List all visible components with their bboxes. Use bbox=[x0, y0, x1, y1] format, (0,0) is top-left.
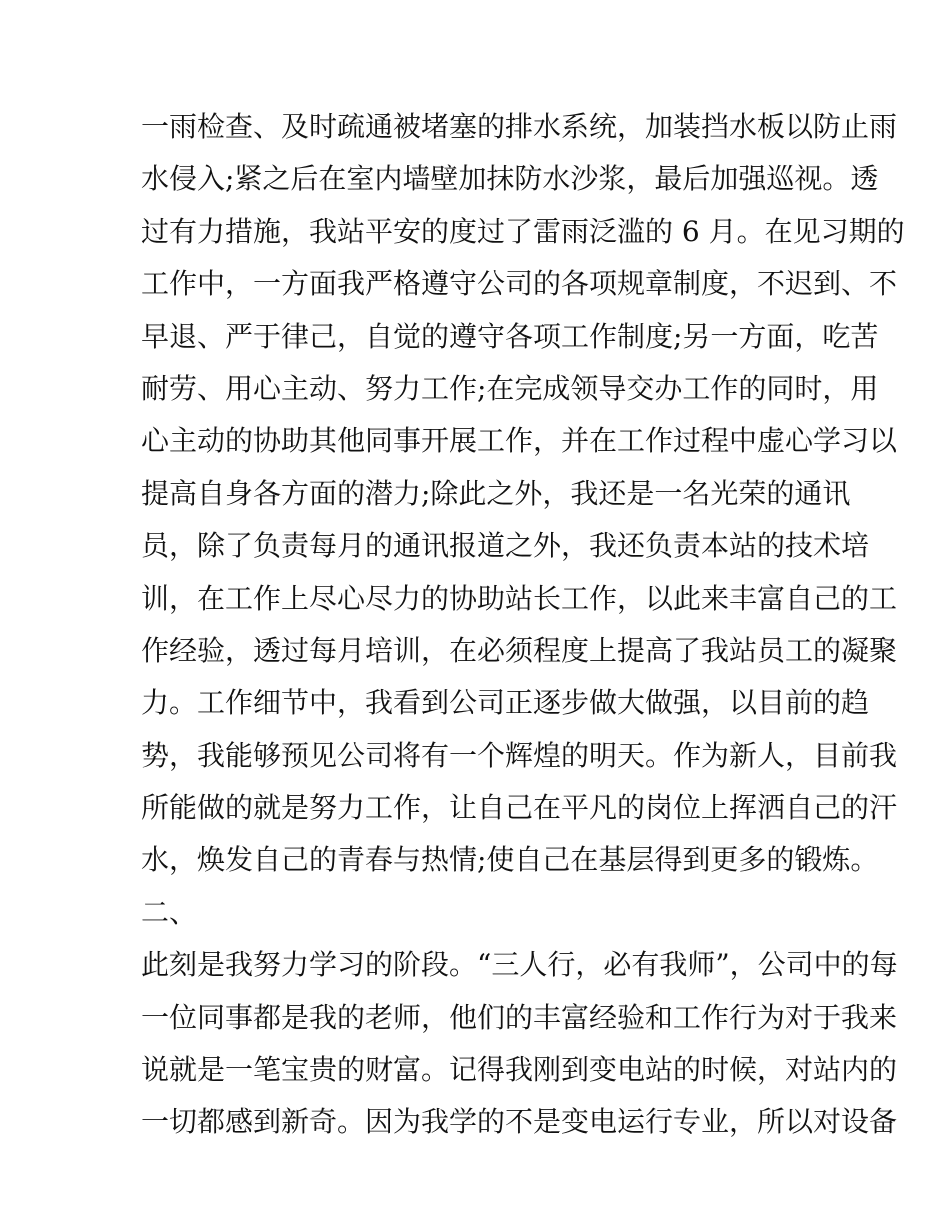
text-line: 势，我能够预见公司将有一个辉煌的明天。作为新人，目前我 bbox=[141, 738, 898, 772]
text-line: 耐劳、用心主动、努力工作;在完成领导交办工作的同时，用 bbox=[141, 371, 879, 405]
text-line: 提高自身各方面的潜力;除此之外，我还是一名光荣的通讯 bbox=[141, 476, 851, 510]
text-line: 说就是一笔宝贵的财富。记得我刚到变电站的时候，对站内的 bbox=[141, 1053, 898, 1087]
text-line: 水侵入;紧之后在室内墙壁加抹防水沙浆，最后加强巡视。透 bbox=[141, 162, 879, 196]
text-line: 水，焕发自己的青春与热情;使自己在基层得到更多的锻炼。 bbox=[141, 843, 879, 877]
text-line: 员，除了负责每月的通讯报道之外，我还负责本站的技术培 bbox=[141, 529, 870, 563]
text-line: 心主动的协助其他同事开展工作，并在工作过程中虚心学习以 bbox=[141, 424, 898, 458]
text-line: 作经验，透过每月培训，在必须程度上提高了我站员工的凝聚 bbox=[141, 633, 898, 667]
text-line: 过有力措施，我站平安的度过了雷雨泛滥的 6 月。在见习期的 bbox=[141, 214, 905, 248]
text-line: 早退、严于律己，自觉的遵守各项工作制度;另一方面，吃苦 bbox=[141, 319, 879, 353]
text-line: 一雨检查、及时疏通被堵塞的排水系统，加装挡水板以防止雨 bbox=[141, 110, 898, 143]
text-line: 工作中，一方面我严格遵守公司的各项规章制度，不迟到、不 bbox=[141, 267, 898, 301]
text-line: 一位同事都是我的老师，他们的丰富经验和工作行为对于我来 bbox=[141, 1000, 898, 1034]
text-line: 一切都感到新奇。因为我学的不是变电运行专业，所以对设备 bbox=[141, 1105, 898, 1139]
text-line: 力。工作细节中，我看到公司正逐步做大做强，以目前的趋 bbox=[141, 686, 870, 720]
section-heading: 二、 bbox=[141, 895, 198, 929]
text-line: 所能做的就是努力工作，让自己在平凡的岗位上挥洒自己的汗 bbox=[141, 791, 898, 825]
text-line: 此刻是我努力学习的阶段。“三人行，必有我师”，公司中的每 bbox=[141, 948, 898, 982]
body-text bbox=[141, 101, 905, 1149]
text-line: 训，在工作上尽心尽力的协助站长工作，以此来丰富自己的工 bbox=[141, 581, 898, 615]
